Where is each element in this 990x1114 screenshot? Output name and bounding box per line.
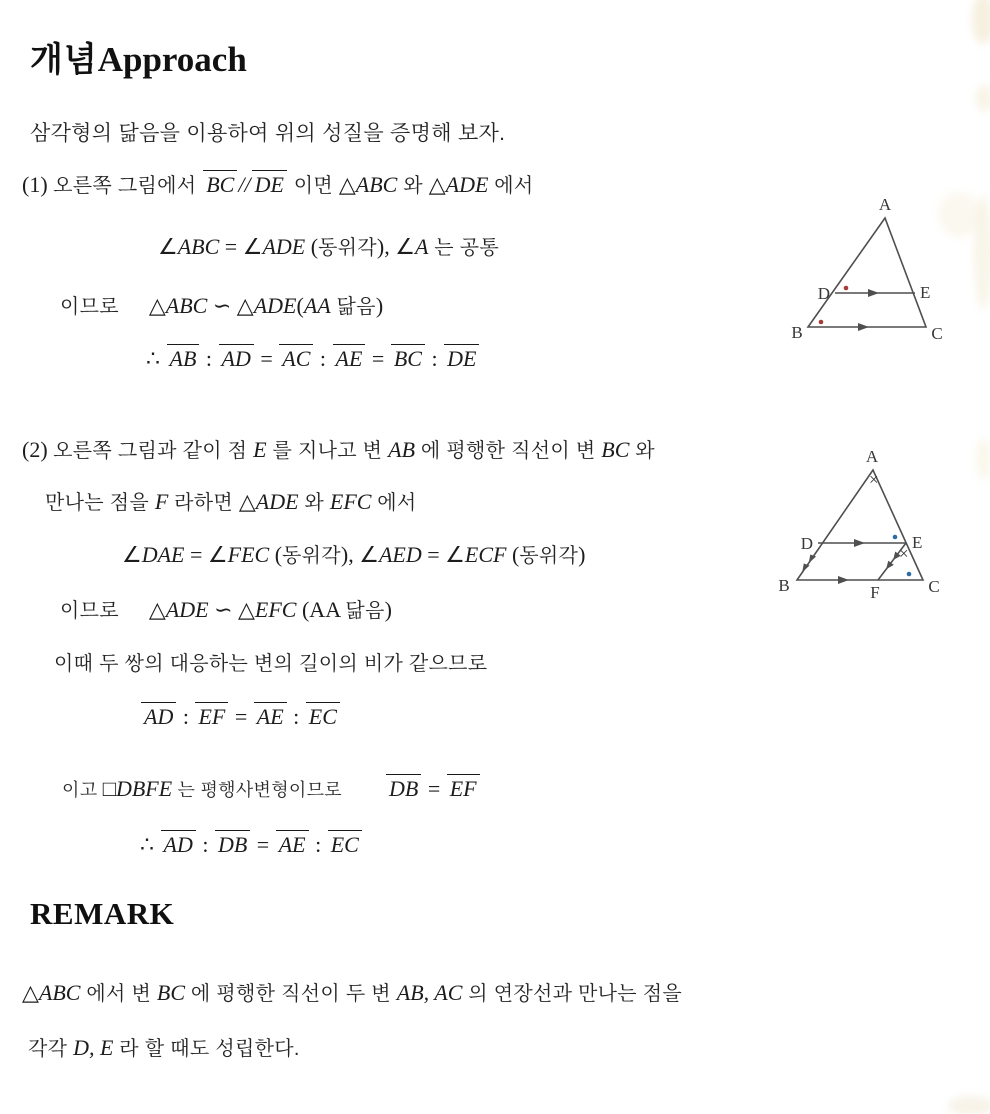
ratio-sign: : xyxy=(309,832,327,857)
math-var: E xyxy=(253,437,267,462)
overline-ae: AE xyxy=(254,702,287,728)
angle-symbol: ∠ xyxy=(158,234,178,259)
angle-symbol: ∠ xyxy=(395,234,415,259)
triangle-symbol: △ xyxy=(148,597,166,622)
paren: ( xyxy=(305,234,319,259)
overline-ad: AD xyxy=(219,344,254,370)
triangle-symbol: △ xyxy=(238,597,255,622)
proof2-ratio xyxy=(140,702,341,731)
kr-text: 는 공통 xyxy=(428,237,500,259)
ratio-sign: : xyxy=(287,704,305,729)
kr-text: 이고 xyxy=(62,780,103,800)
proof2-angles xyxy=(122,541,586,569)
math-var: ADE xyxy=(253,293,297,318)
title-korean: 개념 xyxy=(30,41,98,79)
kr-text: 라 할 때도 성립한다. xyxy=(113,1038,300,1060)
parallel-arrow-bc-icon xyxy=(858,323,869,331)
parallel-arrow-bc-icon xyxy=(838,576,849,584)
remark-line2 xyxy=(28,1034,300,1062)
kr-text: 닮음 xyxy=(345,600,385,622)
vertex-label-a: A xyxy=(878,195,892,214)
paren: ( xyxy=(506,542,520,567)
proof2-similarity xyxy=(60,596,392,624)
angle-symbol: ∠ xyxy=(359,542,379,567)
angle-dot-aed xyxy=(893,535,898,540)
equals-sign: = xyxy=(251,832,275,857)
kr-text: 와 xyxy=(397,175,429,197)
overline-ac: AC xyxy=(279,344,313,370)
kr-text: 를 지나고 변 xyxy=(266,440,389,462)
triangle-symbol: △ xyxy=(148,293,166,318)
paren: ( xyxy=(296,293,304,318)
vertex-label-a: A xyxy=(865,447,879,466)
equals-sign: = xyxy=(366,346,390,371)
math-var: EFC xyxy=(329,489,372,514)
equals-sign: = xyxy=(422,776,446,801)
paren: ) xyxy=(578,542,586,567)
title-english: Approach xyxy=(97,40,247,79)
parallel-arrow-de-icon xyxy=(854,539,865,547)
kr-text: 에서 xyxy=(488,175,534,197)
scan-artifact xyxy=(972,0,990,44)
overline-ef: EF xyxy=(195,702,228,728)
math-var: ADE xyxy=(255,489,299,514)
kr-text: 와 xyxy=(298,492,330,514)
triangle-symbol: △ xyxy=(236,293,254,318)
equals-sign: = xyxy=(254,346,279,371)
math-var: EFC xyxy=(254,597,297,622)
page-title xyxy=(30,32,247,81)
kr-text: 동위각 xyxy=(318,237,377,259)
math-var: F xyxy=(154,489,169,514)
ratio-sign: : xyxy=(196,832,214,857)
parallelogram-note xyxy=(62,774,481,803)
angle-symbol: ∠ xyxy=(242,234,263,259)
vertex-label-d: D xyxy=(800,534,813,553)
math-var: AB xyxy=(388,437,416,462)
kr-text: 동위각 xyxy=(519,545,579,567)
angle-dot-ecf xyxy=(907,572,912,577)
math-var: ADE xyxy=(165,597,209,622)
math-var: BC xyxy=(156,980,186,1005)
paren: ) xyxy=(375,293,384,318)
vertex-label-d: D xyxy=(817,284,830,303)
triangle-abc-outline xyxy=(808,218,926,327)
kr-text: 오른쪽 그림에서 xyxy=(53,175,203,197)
similar-sign: ∽ xyxy=(208,597,238,622)
vertex-label-b: B xyxy=(778,576,790,595)
math-var: ADE xyxy=(262,234,306,259)
proof1-conclusion xyxy=(146,344,480,373)
scan-artifact xyxy=(976,84,990,112)
proof1-similarity xyxy=(60,292,383,320)
triangle-symbol: △ xyxy=(338,172,356,197)
overline-db: DB xyxy=(215,830,250,856)
math-var: AED xyxy=(378,542,422,567)
overline-de: DE xyxy=(444,344,479,370)
kr-text: 의 연장선과 만나는 점을 xyxy=(462,983,683,1005)
therefore-symbol: ∴ xyxy=(140,832,160,857)
math-var: DBFE xyxy=(115,776,173,801)
math-var: ABC xyxy=(355,172,398,197)
parallel-sign: // xyxy=(238,172,251,197)
kr-text: 만나는 점을 xyxy=(45,492,155,514)
kr-text: 에서 xyxy=(371,492,417,514)
proof2-line2 xyxy=(45,488,417,516)
overline-de: DE xyxy=(252,170,287,196)
triangle-symbol: △ xyxy=(428,172,446,197)
paren: ) xyxy=(384,597,392,622)
equals-sign: = xyxy=(421,542,446,567)
kr-text: 오른쪽 그림과 같이 점 xyxy=(53,440,254,462)
math-var: AA xyxy=(303,293,331,318)
vertex-label-f: F xyxy=(870,583,880,602)
remark-line1 xyxy=(22,979,682,1007)
vertex-label-b: B xyxy=(791,323,803,342)
ratio-sign: : xyxy=(177,704,195,729)
triangle-abc-outline xyxy=(797,470,923,580)
overline-db: DB xyxy=(386,774,421,800)
math-var: ABC xyxy=(165,293,208,318)
math-var: ABC xyxy=(38,980,81,1005)
paren: ), xyxy=(376,234,396,259)
ratio-sign: : xyxy=(200,346,218,371)
scan-artifact xyxy=(948,1096,990,1114)
vertex-label-e: E xyxy=(912,533,923,552)
math-var: D, E xyxy=(73,1035,114,1060)
item-number: (2) xyxy=(22,437,54,462)
parallel-arrow-ab-2-icon xyxy=(802,564,809,573)
math-var: ABC xyxy=(177,234,220,259)
overline-bc: BC xyxy=(203,170,237,196)
paren: ), xyxy=(340,542,360,567)
math-var: BC xyxy=(601,437,630,462)
overline-ae: AE xyxy=(276,830,309,856)
overline-ec: EC xyxy=(328,830,362,856)
triangle-symbol: △ xyxy=(238,489,256,514)
kr-text: 는 평행사변형이므로 xyxy=(172,780,342,800)
math-var: AB, AC xyxy=(396,980,463,1005)
overline-ec: EC xyxy=(306,702,340,728)
equals-sign: = xyxy=(229,704,253,729)
math-var: ECF xyxy=(464,542,507,567)
similar-sign: ∽ xyxy=(207,293,237,318)
proof1-heading xyxy=(22,170,534,199)
ratio-sign: : xyxy=(425,346,444,371)
vertex-label-c: C xyxy=(931,324,943,343)
paren: (AA xyxy=(296,597,346,622)
kr-text: 이면 xyxy=(287,175,339,197)
proof2-conclusion xyxy=(140,830,363,859)
figure-triangle-1 xyxy=(768,192,988,352)
kr-text: 각각 xyxy=(28,1038,74,1060)
angle-mark-a: × xyxy=(869,470,879,489)
overline-ab: AB xyxy=(167,344,200,370)
overline-ef: EF xyxy=(447,774,480,800)
kr-text: 와 xyxy=(629,440,655,462)
kr-text: 이므로 xyxy=(60,600,119,622)
kr-text: 에 평행한 직선이 두 변 xyxy=(185,983,397,1005)
proof2-ratio-note: 이때 두 쌍의 대응하는 변의 길이의 비가 같으므로 xyxy=(54,653,488,675)
kr-text: 라하면 xyxy=(168,492,239,514)
math-var: FEC xyxy=(227,542,270,567)
angle-mark-fec: × xyxy=(899,544,909,563)
parallel-arrow-de-icon xyxy=(868,289,879,297)
equals-sign: = xyxy=(184,542,208,567)
math-var: ADE xyxy=(445,172,489,197)
kr-text: 에서 변 xyxy=(80,983,157,1005)
figure-triangle-2 xyxy=(772,446,987,616)
paren: ( xyxy=(269,542,283,567)
kr-text: 이므로 xyxy=(60,296,119,318)
angle-dot-d xyxy=(844,286,849,291)
math-var: A xyxy=(414,234,429,259)
overline-bc: BC xyxy=(391,344,425,370)
item-number: (1) xyxy=(22,172,54,197)
angle-symbol: ∠ xyxy=(445,542,465,567)
angle-dot-b xyxy=(819,320,824,325)
angle-symbol: ∠ xyxy=(207,542,228,567)
parallel-arrow-ef-2-icon xyxy=(886,561,894,570)
overline-ad: AD xyxy=(141,702,176,728)
ratio-sign: : xyxy=(314,346,332,371)
parallel-arrow-ab-1-icon xyxy=(809,555,816,564)
kr-text: 닮음 xyxy=(330,296,376,318)
proof2-heading xyxy=(22,436,655,464)
intro-text: 삼각형의 닮음을 이용하여 위의 성질을 증명해 보자. xyxy=(30,122,506,145)
kr-text: 에 평행한 직선이 변 xyxy=(415,440,602,462)
therefore-symbol: ∴ xyxy=(146,346,166,371)
angle-symbol: ∠ xyxy=(122,542,142,567)
square-symbol: □ xyxy=(102,776,116,801)
equals-sign: = xyxy=(219,234,243,259)
overline-ae: AE xyxy=(333,344,366,370)
overline-ad: AD xyxy=(161,830,196,856)
triangle-symbol: △ xyxy=(22,980,39,1005)
remark-title: REMARK xyxy=(30,896,175,931)
proof1-angles xyxy=(158,233,499,261)
kr-text: 동위각 xyxy=(282,545,341,567)
vertex-label-c: C xyxy=(928,577,940,596)
vertex-label-e: E xyxy=(920,283,931,302)
math-var: DAE xyxy=(141,542,185,567)
